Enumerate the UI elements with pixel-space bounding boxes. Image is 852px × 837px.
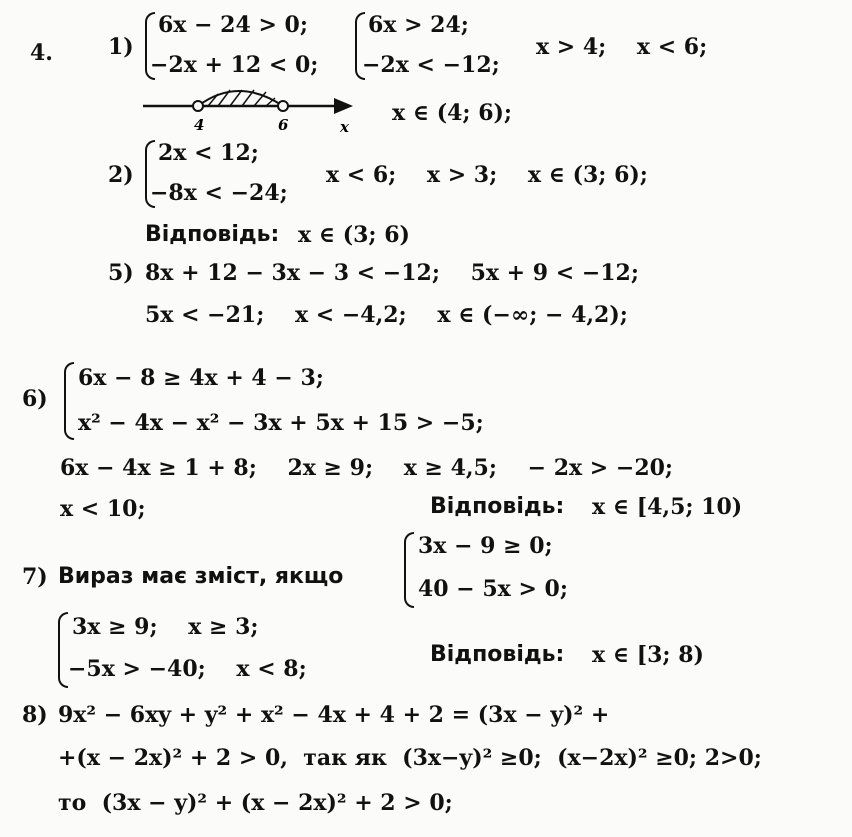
part7-label: 7) xyxy=(22,564,48,590)
part5-label: 5) xyxy=(108,260,134,286)
part7-sys-line2: 40 − 5x > 0; xyxy=(418,576,568,602)
part1-label: 1) xyxy=(108,34,134,60)
part1-interval: x ∈ (4; 6); xyxy=(392,100,513,126)
open-point-4 xyxy=(193,101,203,111)
part2-answer: x ∈ (3; 6) xyxy=(298,222,410,248)
part1-sys1-line1: 6x − 24 > 0; xyxy=(158,12,308,38)
part1-result: x > 4; x < 6; xyxy=(536,34,708,60)
part8-label: 8) xyxy=(22,702,48,728)
part2-label: 2) xyxy=(108,162,134,188)
number-line xyxy=(138,76,378,136)
part7-brace xyxy=(404,532,414,608)
part6-label: 6) xyxy=(22,386,48,412)
part6-answer-label: Відповідь: xyxy=(430,494,565,519)
part6-answer: x ∈ [4,5; 10) xyxy=(592,494,743,520)
part8-line1: 9x² − 6xy + y² + x² − 4x + 4 + 2 = (3x − y)² + xyxy=(58,702,610,728)
part1-sys2-line2: −2x < −12; xyxy=(362,52,500,78)
tick-label-4: 4 xyxy=(194,116,205,134)
part1-sys1-line2: −2x + 12 < 0; xyxy=(150,52,319,78)
part7-text: Вираз має зміст, якщо xyxy=(58,564,344,589)
part8-line2: +(x − 2x)² + 2 > 0, так як (3x−y)² ≥0; (x−2x)² ≥0; 2>0; xyxy=(58,745,762,771)
part7-answer-label: Відповідь: xyxy=(430,642,565,667)
part1-sys2-line1: 6x > 24; xyxy=(368,12,469,38)
part6-line2: x < 10; xyxy=(60,496,146,522)
part7-brace2 xyxy=(58,612,68,688)
axis-arrow-icon xyxy=(334,98,353,114)
part2-result: x < 6; x > 3; x ∈ (3; 6); xyxy=(326,162,648,188)
part5-line1: 8x + 12 − 3x − 3 < −12; 5x + 9 < −12; xyxy=(145,260,639,286)
part6-sys-line1: 6x − 8 ≥ 4x + 4 − 3; xyxy=(78,365,324,391)
open-point-6 xyxy=(278,101,288,111)
part6-sys-line2: x² − 4x − x² − 3x + 5x + 15 > −5; xyxy=(78,410,484,436)
part2-sys-line1: 2x < 12; xyxy=(158,140,259,166)
part7-sys2-line2: −5x > −40; x < 8; xyxy=(68,656,307,682)
part6-line1: 6x − 4x ≥ 1 + 8; 2x ≥ 9; x ≥ 4,5; − 2x > −20; xyxy=(60,455,674,481)
problem-number: 4. xyxy=(30,40,53,66)
axis-var-label: x xyxy=(340,118,349,136)
part7-sys-line1: 3x − 9 ≥ 0; xyxy=(418,533,553,559)
part7-sys2-line1: 3x ≥ 9; x ≥ 3; xyxy=(72,614,259,640)
part2-sys-line2: −8x < −24; xyxy=(150,180,288,206)
tick-label-6: 6 xyxy=(278,116,289,134)
part8-line3: то (3x − y)² + (x − 2x)² + 2 > 0; xyxy=(58,790,453,816)
part2-answer-label: Відповідь: xyxy=(145,222,280,247)
part7-answer: x ∈ [3; 8) xyxy=(592,642,704,668)
part6-brace xyxy=(64,362,74,440)
part5-line2: 5x < −21; x < −4,2; x ∈ (−∞; − 4,2); xyxy=(145,302,628,328)
